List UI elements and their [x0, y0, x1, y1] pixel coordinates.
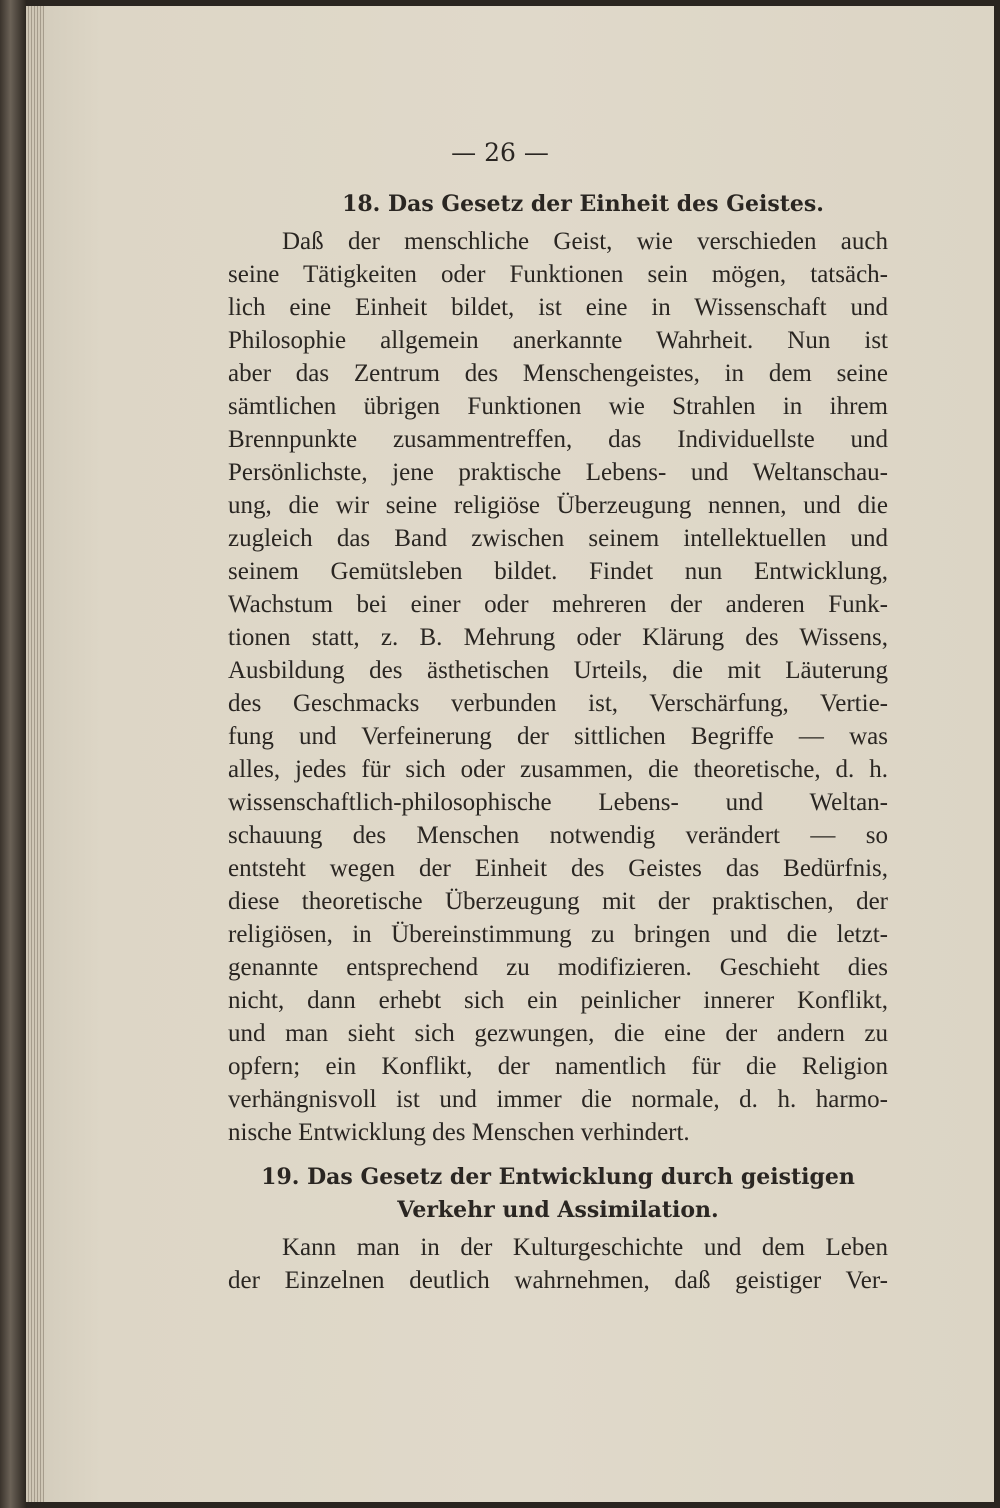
text-line: genannte entsprechend zu modifizieren. Geschieht dies — [228, 954, 888, 981]
text-line: zugleich das Band zwischen seinem intellektuellen und — [228, 525, 888, 552]
text-line: und man sieht sich gezwungen, die eine der andern zu — [228, 1020, 888, 1047]
text-line: lich eine Einheit bildet, ist eine in Wissenschaft und — [228, 294, 888, 321]
text-line: Philosophie allgemein anerkannte Wahrheit. Nun ist — [228, 327, 888, 354]
section-18-heading: 18. Das Gesetz der Einheit des Geistes. — [342, 191, 824, 217]
text-line: alles, jedes für sich oder zusammen, die theoretische, d. h. — [228, 756, 888, 783]
text-line: Ausbildung des ästhetischen Urteils, die mit Läuterung — [228, 657, 888, 684]
text-line: fung und Verfeinerung der sittlichen Begriffe — was — [228, 723, 888, 750]
section-19-heading-line-2: Verkehr und Assimilation. — [397, 1197, 719, 1223]
text-line: Brennpunkte zusammentreffen, das Individuellste und — [228, 426, 888, 453]
book-binding — [0, 0, 26, 1508]
text-line: aber das Zentrum des Menschengeistes, in dem seine — [228, 360, 888, 387]
text-line: seinem Gemütsleben bildet. Findet nun Entwicklung, — [228, 558, 888, 585]
text-line: des Geschmacks verbunden ist, Verschärfung, Vertie- — [228, 690, 888, 717]
text-line: nicht, dann erhebt sich ein peinlicher innerer Konflikt, — [228, 987, 888, 1014]
text-line: verhängnisvoll ist und immer die normale, d. h. harmo- — [228, 1086, 888, 1113]
text-line: ung, die wir seine religiöse Überzeugung nennen, und die — [228, 492, 888, 519]
page-number: — 26 — — [451, 138, 549, 167]
text-line: entsteht wegen der Einheit des Geistes das Bedürfnis, — [228, 855, 888, 882]
text-line: Daß der menschliche Geist, wie verschieden auch — [282, 228, 888, 255]
text-line: religiösen, in Übereinstimmung zu bringen und die letzt- — [228, 921, 888, 948]
text-line: nische Entwicklung des Menschen verhindert. — [228, 1119, 690, 1146]
section-18-paragraph — [228, 225, 888, 1149]
text-line: Wachstum bei einer oder mehreren der anderen Funk- — [228, 591, 888, 618]
section-19-paragraph — [228, 1231, 888, 1297]
text-line: schauung des Menschen notwendig verändert — so — [228, 822, 888, 849]
text-line: Kann man in der Kulturgeschichte und dem Leben — [282, 1234, 888, 1261]
text-line: wissenschaftlich-philosophische Lebens- und Weltan- — [228, 789, 888, 816]
text-line: opfern; ein Konflikt, der namentlich für die Religion — [228, 1053, 888, 1080]
text-line: tionen statt, z. B. Mehrung oder Klärung des Wissens, — [228, 624, 888, 651]
page-edges — [26, 6, 46, 1502]
text-line: der Einzelnen deutlich wahrnehmen, daß geistiger Ver- — [228, 1267, 888, 1294]
text-block — [228, 188, 888, 1297]
text-line: sämtlichen übrigen Funktionen wie Strahlen in ihrem — [228, 393, 888, 420]
section-19-heading — [228, 1161, 888, 1227]
section-19-heading-line-1: 19. Das Gesetz der Entwicklung durch geistigen — [261, 1164, 855, 1190]
text-line: Persönlichste, jene praktische Lebens- und Weltanschau- — [228, 459, 888, 486]
text-line: seine Tätigkeiten oder Funktionen sein mögen, tatsäch- — [228, 261, 888, 288]
text-line: diese theoretische Überzeugung mit der praktischen, der — [228, 888, 888, 915]
